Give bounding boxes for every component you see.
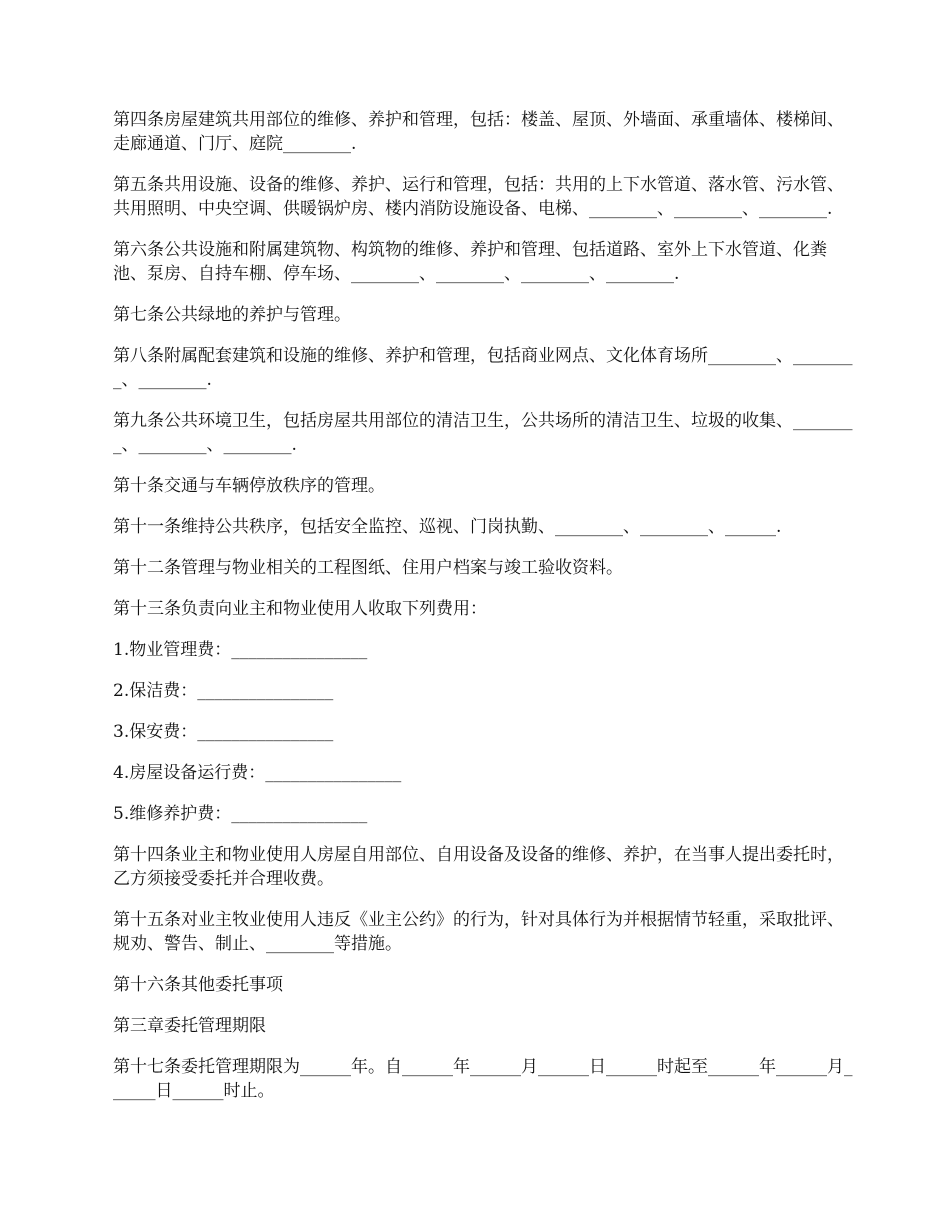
- article-6-paragraph: 第六条公共设施和附属建筑物、构筑物的维修、养护和管理、包括道路、室外上下水管道、化粪池、泵房、自持车棚、停车场、________、________、________、________.: [113, 240, 827, 284]
- document-page: [113, 108, 858, 1120]
- article-13-paragraph: 第十三条负责向业主和物业使用人收取下列费用：: [113, 599, 487, 619]
- chapter-3-heading: 第三章委托管理期限: [113, 1016, 266, 1036]
- article-11-paragraph: 第十一条维持公共秩序，包括安全监控、巡视、门岗执勤、________、________、______.: [113, 517, 782, 537]
- fee-item-5: 5.维修养护费：________________: [113, 804, 368, 824]
- fee-item-1: 1.物业管理费：________________: [113, 640, 368, 660]
- fee-item-4: 4.房屋设备运行费：________________: [113, 763, 402, 783]
- article-4-paragraph: 第四条房屋建筑共用部位的维修、养护和管理，包括：楼盖、屋顶、外墙面、承重墙体、楼梯间、走廊通道、门厅、庭院________.: [113, 110, 844, 154]
- article-15-paragraph: 第十五条对业主牧业使用人违反《业主公约》的行为，针对具体行为并根据情节轻重，采取批评、规劝、警告、制止、________等措施。: [113, 910, 844, 954]
- fee-item-2: 2.保洁费：________________: [113, 681, 334, 701]
- fee-item-3: 3.保安费：________________: [113, 722, 334, 742]
- article-16-paragraph: 第十六条其他委托事项: [113, 975, 283, 995]
- article-7-paragraph: 第七条公共绿地的养护与管理。: [113, 305, 351, 325]
- article-8-paragraph: 第八条附属配套建筑和设施的维修、养护和管理，包括商业网点、文化体育场所________、________、________.: [113, 346, 853, 390]
- article-17-paragraph: 第十七条委托管理期限为______年。自______年______月______日______时起至______年______月______日______时止。: [113, 1057, 853, 1101]
- article-10-paragraph: 第十条交通与车辆停放秩序的管理。: [113, 476, 385, 496]
- article-14-paragraph: 第十四条业主和物业使用人房屋自用部位、自用设备及设备的维修、养护，在当事人提出委托时，乙方须接受委托并合理收费。: [113, 845, 844, 889]
- article-9-paragraph: 第九条公共环境卫生，包括房屋共用部位的清洁卫生，公共场所的清洁卫生、垃圾的收集、________、________、________.: [113, 411, 853, 455]
- article-5-paragraph: 第五条共用设施、设备的维修、养护、运行和管理，包括：共用的上下水管道、落水管、污水管、共用照明、中央空调、供暖锅炉房、楼内消防设施设备、电梯、________、________、________.: [113, 175, 844, 219]
- article-12-paragraph: 第十二条管理与物业相关的工程图纸、住用户档案与竣工验收资料。: [113, 558, 623, 578]
